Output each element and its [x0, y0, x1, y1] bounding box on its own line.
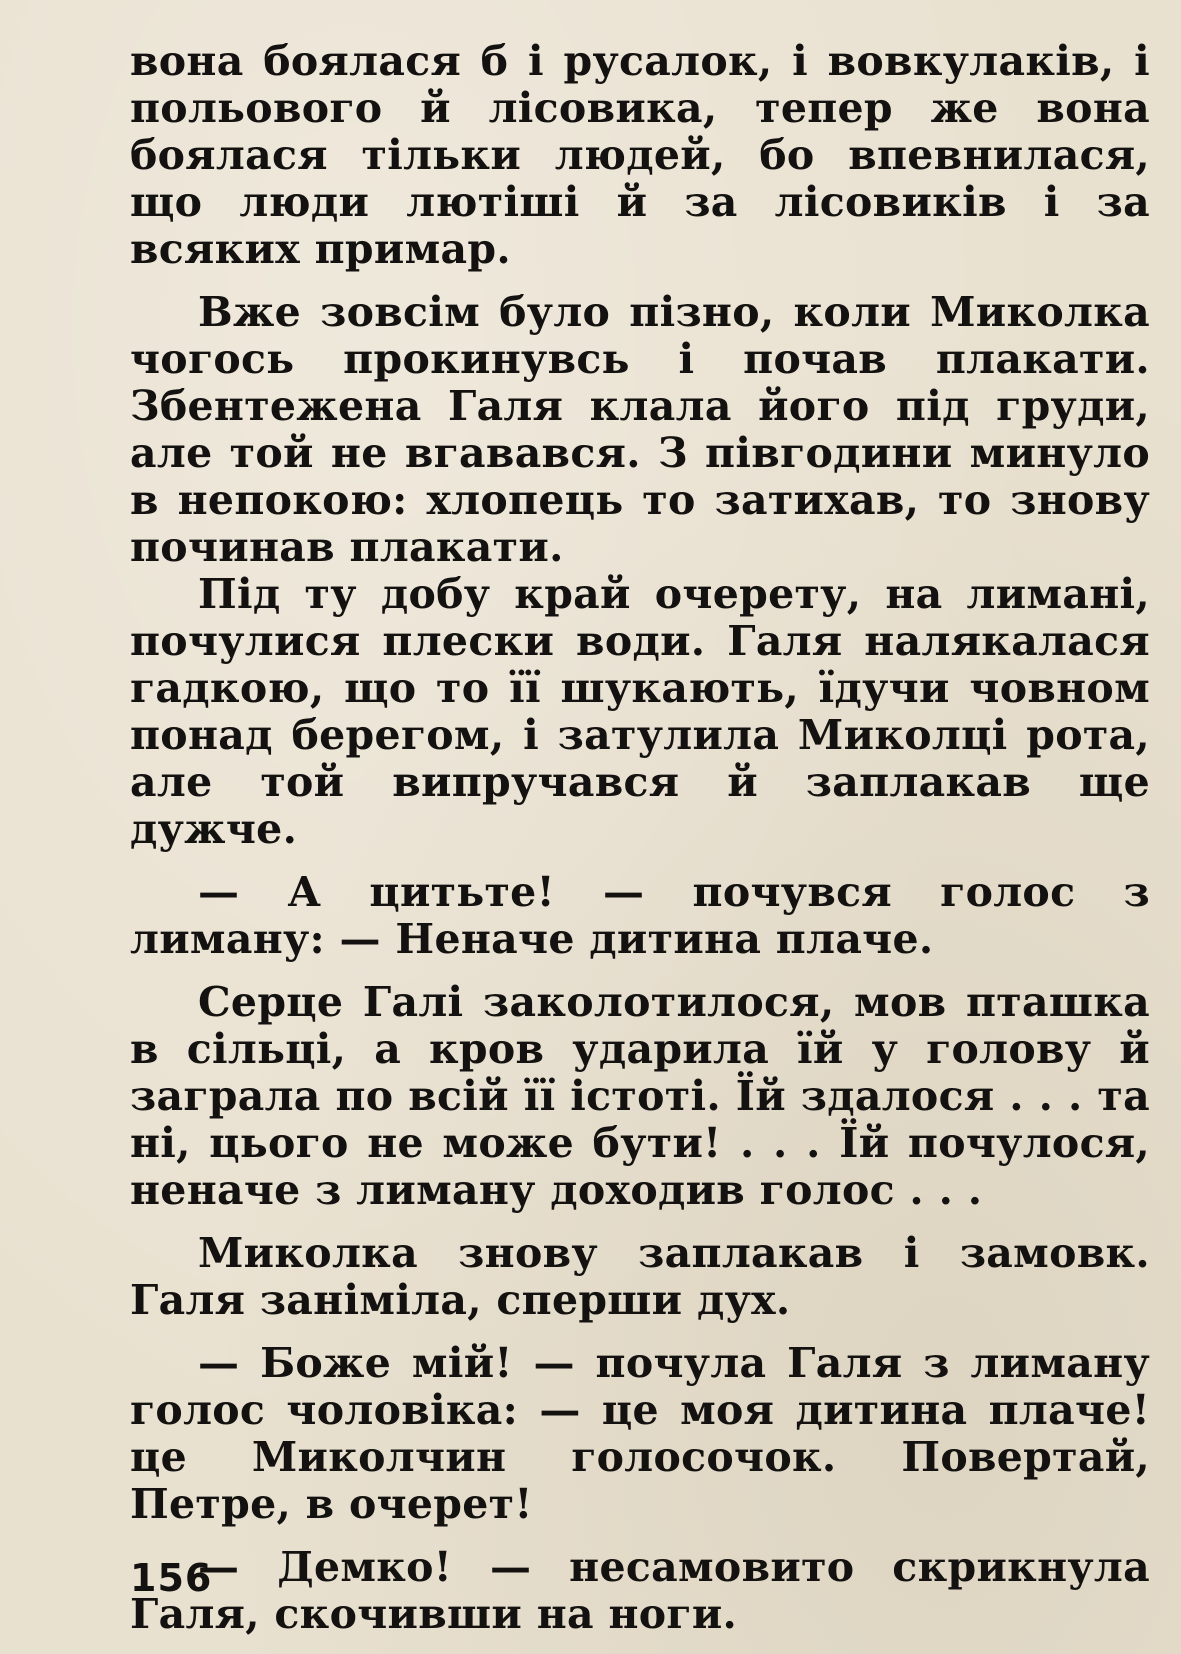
paragraph-continuation: вона боялася б і русалок, і вовкулаків, і польового й лісовика, тепер же вона боялася тільки людей, бо впевнилася, що люди лютіші й за лісовиків і за всяких примар. — [130, 37, 1150, 273]
paragraph: Миколка знову заплакав і замовк. Галя заніміла, сперши дух. — [130, 1229, 1150, 1324]
paragraph-dialogue: — А цитьте! — почувся голос з лиману: — Неначе дитина плаче. — [130, 868, 1150, 963]
body-text — [130, 38, 1150, 1638]
paragraph: Вже зовсім було пізно, коли Миколка чогось прокинувсь і почав плакати. Збентежена Галя клала його під груди, але той не вгавався. З півгодини минуло в непокою: хлопець то затихав, то знову починав плакати. — [130, 288, 1150, 571]
paragraph-dialogue: — Боже мій! — почула Галя з лиману голос чоловіка: — це моя дитина плаче! це Миколчин голосочок. Повертай, Петре, в очерет! — [130, 1339, 1150, 1528]
paragraph: Серце Галі заколотилося, мов пташка в сільці, а кров ударила їй у голову й заграла по всій її істоті. Їй здалося . . . та ні, цього не може бути! . . . Їй почулося, неначе з лиману доходив голос . . . — [130, 978, 1150, 1214]
paragraph: Під ту добу край очерету, на лимані, почулися плески води. Галя налякалася гадкою, що то її шукають, їдучи човном понад берегом, і затулила Миколці рота, але той випручався й заплакав ще дужче. — [130, 570, 1150, 853]
page-number: 156 — [130, 1556, 213, 1600]
paragraph-dialogue: — Демко! — несамовито скрикнула Галя, скочивши на ноги. — [130, 1543, 1150, 1638]
